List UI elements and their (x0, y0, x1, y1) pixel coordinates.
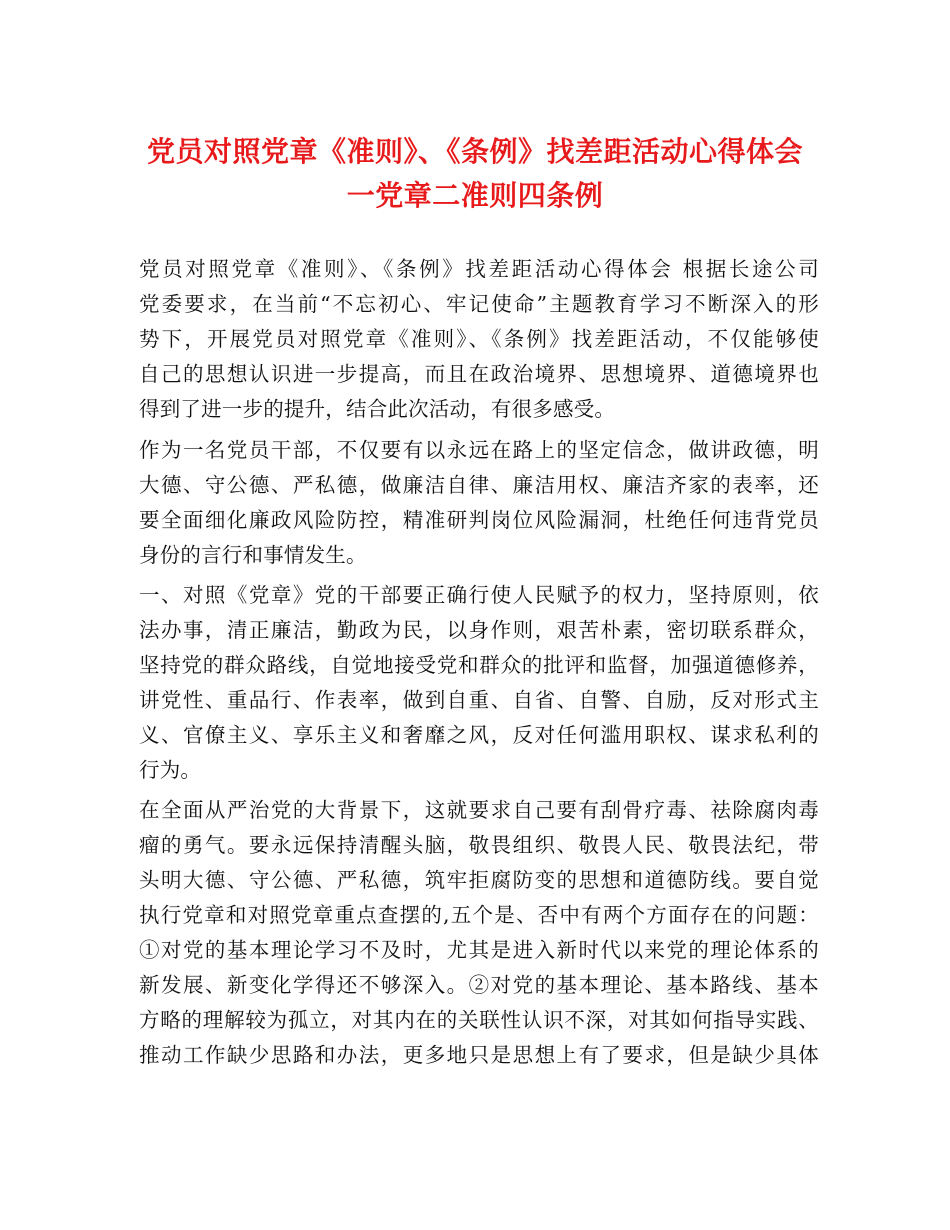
body-line: 自己的思想认识进一步提高，而且在政治境界、思想境界、道德境界也 (139, 362, 819, 386)
body-line: 讲党性、重品行、作表率，做到自重、自省、自警、自励，反对形式主 (139, 688, 819, 712)
body-line: 在全面从严治党的大背景下，这就要求自己要有刮骨疗毒、祛除腐肉毒 (139, 798, 819, 822)
body-line: 法办事，清正廉洁，勤政为民，以身作则，艰苦朴素，密切联系群众， (139, 618, 819, 642)
body-line: 得到了进一步的提升，结合此次活动，有很多感受。 (139, 397, 616, 421)
body-line: 势下，开展党员对照党章《准则》、《条例》找差距活动，不仅能够使 (139, 327, 819, 351)
body-line: 一、对照《党章》党的干部要正确行使人民赋予的权力，坚持原则，依 (139, 583, 819, 607)
body-line: 义、官僚主义、享乐主义和奢靡之风，反对任何滥用职权、谋求私利的 (139, 723, 819, 747)
body-line: 党员对照党章《准则》、《条例》找差距活动心得体会 根据长途公司 (139, 257, 819, 281)
body-line: 执行党章和对照党章重点查摆的,五个是、否中有两个方面存在的问题： (139, 903, 819, 927)
body-line: 头明大德、守公德、严私德，筑牢拒腐防变的思想和道德防线。要自觉 (139, 868, 819, 892)
body-line: 要全面细化廉政风险防控，精准研判岗位风险漏洞，杜绝任何违背党员 (139, 508, 819, 532)
body-line: ①对党的基本理论学习不及时，尤其是进入新时代以来党的理论体系的 (139, 938, 819, 962)
body-line: 作为一名党员干部，不仅要有以永远在路上的坚定信念，做讲政德，明 (139, 438, 819, 462)
body-line: 新发展、新变化学得还不够深入。②对党的基本理论、基本路线、基本 (139, 973, 819, 997)
body-line: 行为。 (139, 758, 202, 782)
body-line: 党委要求，在当前“不忘初心、牢记使命”主题教育学习不断深入的形 (139, 292, 819, 316)
body-line: 方略的理解较为孤立，对其内在的关联性认识不深，对其如何指导实践、 (139, 1008, 819, 1032)
document-title-line-1: 党员对照党章《准则》、《条例》找差距活动心得体会 (146, 135, 803, 168)
body-line: 推动工作缺少思路和办法，更多地只是思想上有了要求，但是缺少具体 (139, 1043, 819, 1067)
body-line: 瘤的勇气。要永远保持清醒头脑，敬畏组织、敬畏人民、敬畏法纪，带 (139, 833, 819, 857)
body-line: 坚持党的群众路线，自觉地接受党和群众的批评和监督，加强道德修养， (139, 653, 819, 677)
body-line: 大德、守公德、严私德，做廉洁自律、廉洁用权、廉洁齐家的表率，还 (139, 473, 819, 497)
body-line: 身份的言行和事情发生。 (139, 543, 367, 567)
document-title-line-2: 一党章二准则四条例 (346, 179, 604, 212)
